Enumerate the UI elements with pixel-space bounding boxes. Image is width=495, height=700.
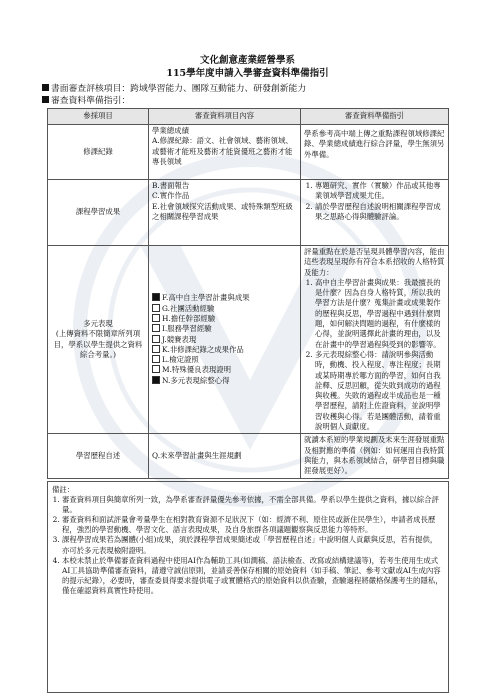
list-item: 1. 高中自主學習計畫與成果：我最擅長的是什麼？因為自身人格特質，所以我的學習方法是什麼？蒐集計畫或成果製作的歷程與反思，學習過程中遇到什麼問題，如何解決問題的過程，有什麼樣的心得，並說明選擇此計畫的理由，以及在計畫中的學習過程與受到的影響等。 xyxy=(315,278,445,350)
content-line: E.社會領域探究活動成果、或特殊類型班級之相關課程學習成果 xyxy=(152,201,293,221)
checklist-item: H.擔任幹部經驗 xyxy=(152,314,297,324)
list-item: 1. 審查資料項目與簡章所列一致，為學系審查評量優先參考依據，不需全部具備。學系以學生提供之資料，據以綜合評量。 xyxy=(62,495,444,515)
guide-intro: 評量重點在於是否呈現具體學習內容，能由這些表現呈現你有符合本系招收的人格特質及能力： xyxy=(304,247,445,277)
notes-list xyxy=(52,495,444,596)
checklist xyxy=(152,293,297,386)
row-guide-cell xyxy=(301,125,449,180)
review-guide-table xyxy=(47,108,449,479)
checkbox-checked-icon xyxy=(152,293,160,301)
row-item-cell xyxy=(48,246,149,434)
checklist-item: G.社團活動經驗 xyxy=(152,304,297,314)
checklist-item: F.高中自主學習計畫與成果 xyxy=(152,293,297,303)
table-row xyxy=(48,434,449,478)
row-item-cell: 學習歷程自述 xyxy=(48,434,149,478)
content-line: C.實作作品 xyxy=(152,191,190,201)
row-contents-cell xyxy=(149,246,301,434)
content-line: B.書面報告 xyxy=(152,181,190,190)
row-guide-cell xyxy=(301,180,449,246)
checkbox-empty-icon xyxy=(152,345,160,353)
header-contents: 審查資料項目內容 xyxy=(149,109,301,125)
checklist-item: I.服務學習經驗 xyxy=(152,324,297,334)
content-line: 學業總成績 xyxy=(152,126,189,135)
square-bullet-icon xyxy=(42,84,49,91)
list-item: 2. 請於學習歷程自述說明相關課程學習成果之思路心得與體驗評論。 xyxy=(315,202,445,223)
item-title: 多元表現 xyxy=(83,319,113,329)
row-contents-cell: Q.未來學習計畫與生涯規劃 xyxy=(149,434,301,478)
content-line: A.修課紀錄：語文、社會領域、藝術領域、或藝術才能班及藝術才能資優班之藝術才能專長領域 xyxy=(152,136,293,166)
list-item: 4. 本校未禁止於準備審查資料過程中使用AI作為輔助工具(如潤稿、語法檢查、改寫或結構建議等)，若考生使用生成式AI工具協助準備審查資料，請遵守誠信原則，並請妥善保存相關的原始資料（如手稿、筆記、參考文獻或AI生成內容的提示紀錄），必要時，審查委員得要求提供電子或實體格式的原始資料以供查驗，查驗過程將嚴格保護考生的隱私，僅在確認資料真實性時使用。 xyxy=(62,556,444,596)
review-items-text: 書面審查評核項目：跨域學習能力、團隊互動能力、研發創新能力 xyxy=(51,84,307,94)
table-row xyxy=(48,246,449,434)
checkbox-empty-icon xyxy=(152,355,160,363)
checklist-item: N.多元表現綜整心得 xyxy=(152,376,297,386)
row-guide-cell xyxy=(301,246,449,434)
checkbox-empty-icon xyxy=(152,324,160,332)
row-contents-cell xyxy=(149,180,301,246)
list-item: 1. 專題研究、實作（實驗）作品或其他專業領域學習成果尤佳。 xyxy=(315,181,445,202)
guide-label-text: 審查資料準備指引： xyxy=(51,96,131,106)
checkbox-empty-icon xyxy=(152,365,160,373)
checklist-item: J.競賽表現 xyxy=(152,335,297,345)
item-note: (上傳資料不限簡章所列項目，學系以學生提供之資料綜合考量。) xyxy=(53,329,143,359)
row-item-cell: 修課紀錄 xyxy=(48,125,149,180)
guide-text: 學系參考高中端上傳之重點課程領域修課紀錄、學業總成績進行綜合評量，學生無須另外準備。 xyxy=(304,129,445,159)
guide-list xyxy=(304,181,445,222)
row-item-cell: 課程學習成果 xyxy=(48,180,149,246)
checklist-item: L.檢定證照 xyxy=(152,355,297,365)
document-title: 115學年度申請入學審查資料準備指引 xyxy=(166,68,329,79)
row-contents-cell xyxy=(149,125,301,180)
guide-label-line xyxy=(42,96,130,107)
checklist-item: K.非修課紀錄之成果作品 xyxy=(152,345,297,355)
list-item: 3. 課程學習成果若為團體(小組)成果，須於課程學習成果簡述或「學習歷程自述」中說明個人貢獻與反思，若有提供，亦可於多元表現檢附證明。 xyxy=(62,535,444,555)
review-items-line xyxy=(42,84,306,95)
checkbox-empty-icon xyxy=(152,335,160,343)
square-bullet-icon xyxy=(42,96,49,103)
header-guide: 審查資料準備指引 xyxy=(301,109,449,125)
guide-list xyxy=(304,278,445,432)
row-guide-cell: 就讀本系短的學業規劃及未來生涯發展重點及相對應的準備（例如：如何運用自我特質與能力，與本系領域結合，研學習目標與職涯發展更好）。 xyxy=(301,434,449,478)
checklist-item: M.特殊優良表現證明 xyxy=(152,365,297,375)
notes-title: 備註： xyxy=(52,485,75,494)
checkbox-checked-icon xyxy=(152,376,160,384)
checkbox-empty-icon xyxy=(152,304,160,312)
table-header-row xyxy=(48,109,449,125)
table-row xyxy=(48,125,449,180)
list-item: 2. 審查資料和面試評量會考量學生在相對教育資源不足狀況下（如：經濟不利、原住民或新住民學生），申請者成長歷程，強烈的學習動機、學習文化、語言表現成果，及自身旅群各項議題觀察與反思能力等特形。 xyxy=(62,515,444,535)
department-title: 文化創意產業經營學系 xyxy=(199,55,295,66)
list-item: 2. 多元表現綜整心得：請說明參與活動時，動機、投入程度、專注程度；長期或某時期專於哪方面的學習，如何自我詮釋、反思回顧，從失敗到成功的過程與收穫。失敗的過程或半成品也是一種學習歷程，請附上佐證資料，並說明學習收穫與心得。若是團體活動，請着重說明個人貢獻度。 xyxy=(315,350,445,432)
notes-box xyxy=(47,481,449,693)
table-row xyxy=(48,180,449,246)
checkbox-empty-icon xyxy=(152,314,160,322)
header-item: 參採項目 xyxy=(48,109,149,125)
